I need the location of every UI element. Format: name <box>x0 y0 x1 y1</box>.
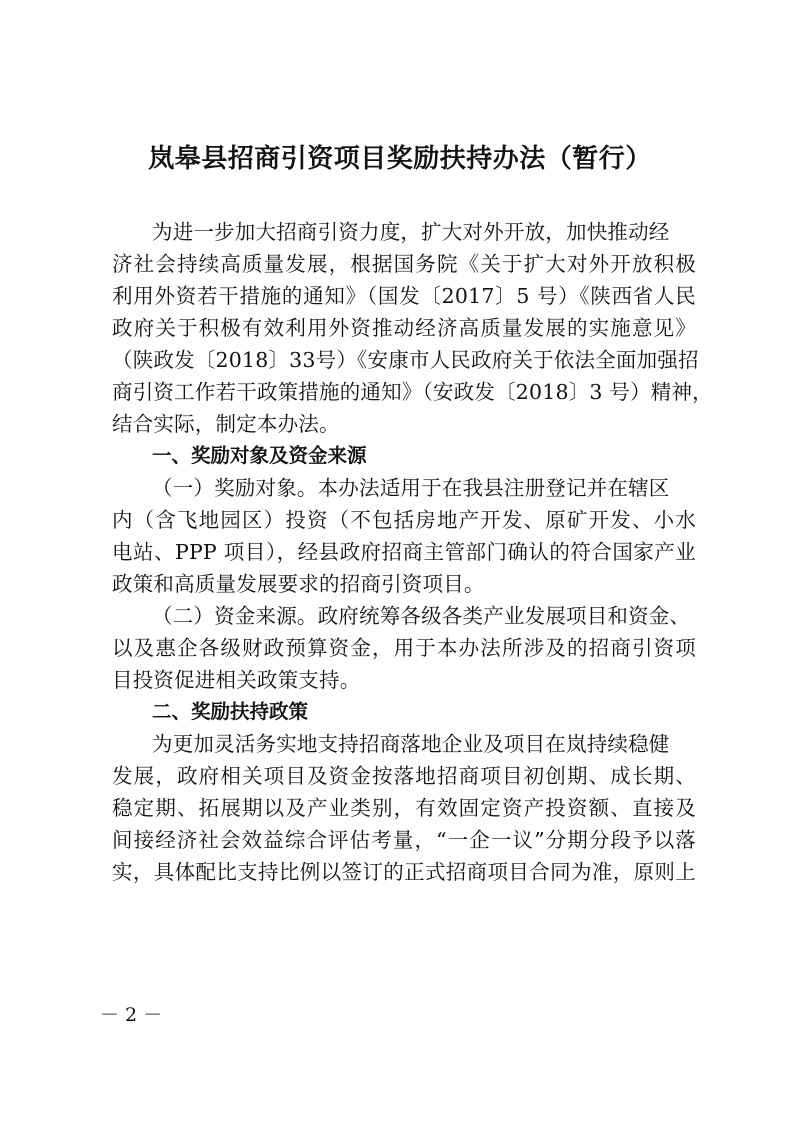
section-heading: 二、奖励扶持政策 <box>152 700 309 723</box>
intro-line: 商引资工作若干政策措施的通知》（安政发〔2018〕3 号）精神， <box>112 380 713 404</box>
paragraph-line: 稳定期、拓展期以及产业类别，有效固定资产投资额、直接及 <box>112 796 696 820</box>
intro-line: 结合实际，制定本办法。 <box>112 412 340 436</box>
paragraph-line: 为更加灵活务实地支持招商落地企业及项目在岚持续稳健 <box>152 732 670 756</box>
paragraph-line: 实，具体配比支持比例以签订的正式招商项目合同为准，原则上 <box>112 860 696 884</box>
paragraph-line: 发展，政府相关项目及资金按落地招商项目初创期、成长期、 <box>112 764 696 788</box>
paragraph-line: 目投资促进相关政策支持。 <box>112 668 361 692</box>
intro-line: 政府关于积极有效利用外资推动经济高质量发展的实施意见》 <box>112 316 696 340</box>
paragraph-line: 以及惠企各级财政预算资金，用于本办法所涉及的招商引资项 <box>112 636 696 660</box>
paragraph-line: 间接经济社会效益综合评估考量，“一企一议”分期分段予以落 <box>112 828 696 852</box>
paragraph-line: 政策和高质量发展要求的招商引资项目。 <box>112 572 485 596</box>
intro-line: 为进一步加大招商引资力度，扩大对外开放，加快推动经 <box>152 220 670 244</box>
paragraph-line: 内（含飞地园区）投资（不包括房地产开发、原矿开发、小水 <box>112 508 696 532</box>
section-heading: 一、奖励对象及资金来源 <box>152 444 367 467</box>
paragraph-line: （二）资金来源。政府统筹各级各类产业发展项目和资金、 <box>152 604 691 628</box>
intro-line: （陕政发〔2018〕33号）《安康市人民政府关于依法全面加强招 <box>112 348 699 372</box>
paragraph-line: 电站、PPP 项目），经县政府招商主管部门确认的符合国家产业 <box>112 540 696 564</box>
intro-line: 济社会持续高质量发展，根据国务院《关于扩大对外开放积极 <box>112 252 696 276</box>
intro-line: 利用外资若干措施的通知》（国发〔2017〕5 号）《陕西省人民 <box>112 284 696 308</box>
document-title: 岚皋县招商引资项目奖励扶持办法（暂行） <box>148 144 652 174</box>
page-number: － 2 － <box>100 1004 163 1026</box>
paragraph-line: （一）奖励对象。本办法适用于在我县注册登记并在辖区 <box>152 476 670 500</box>
